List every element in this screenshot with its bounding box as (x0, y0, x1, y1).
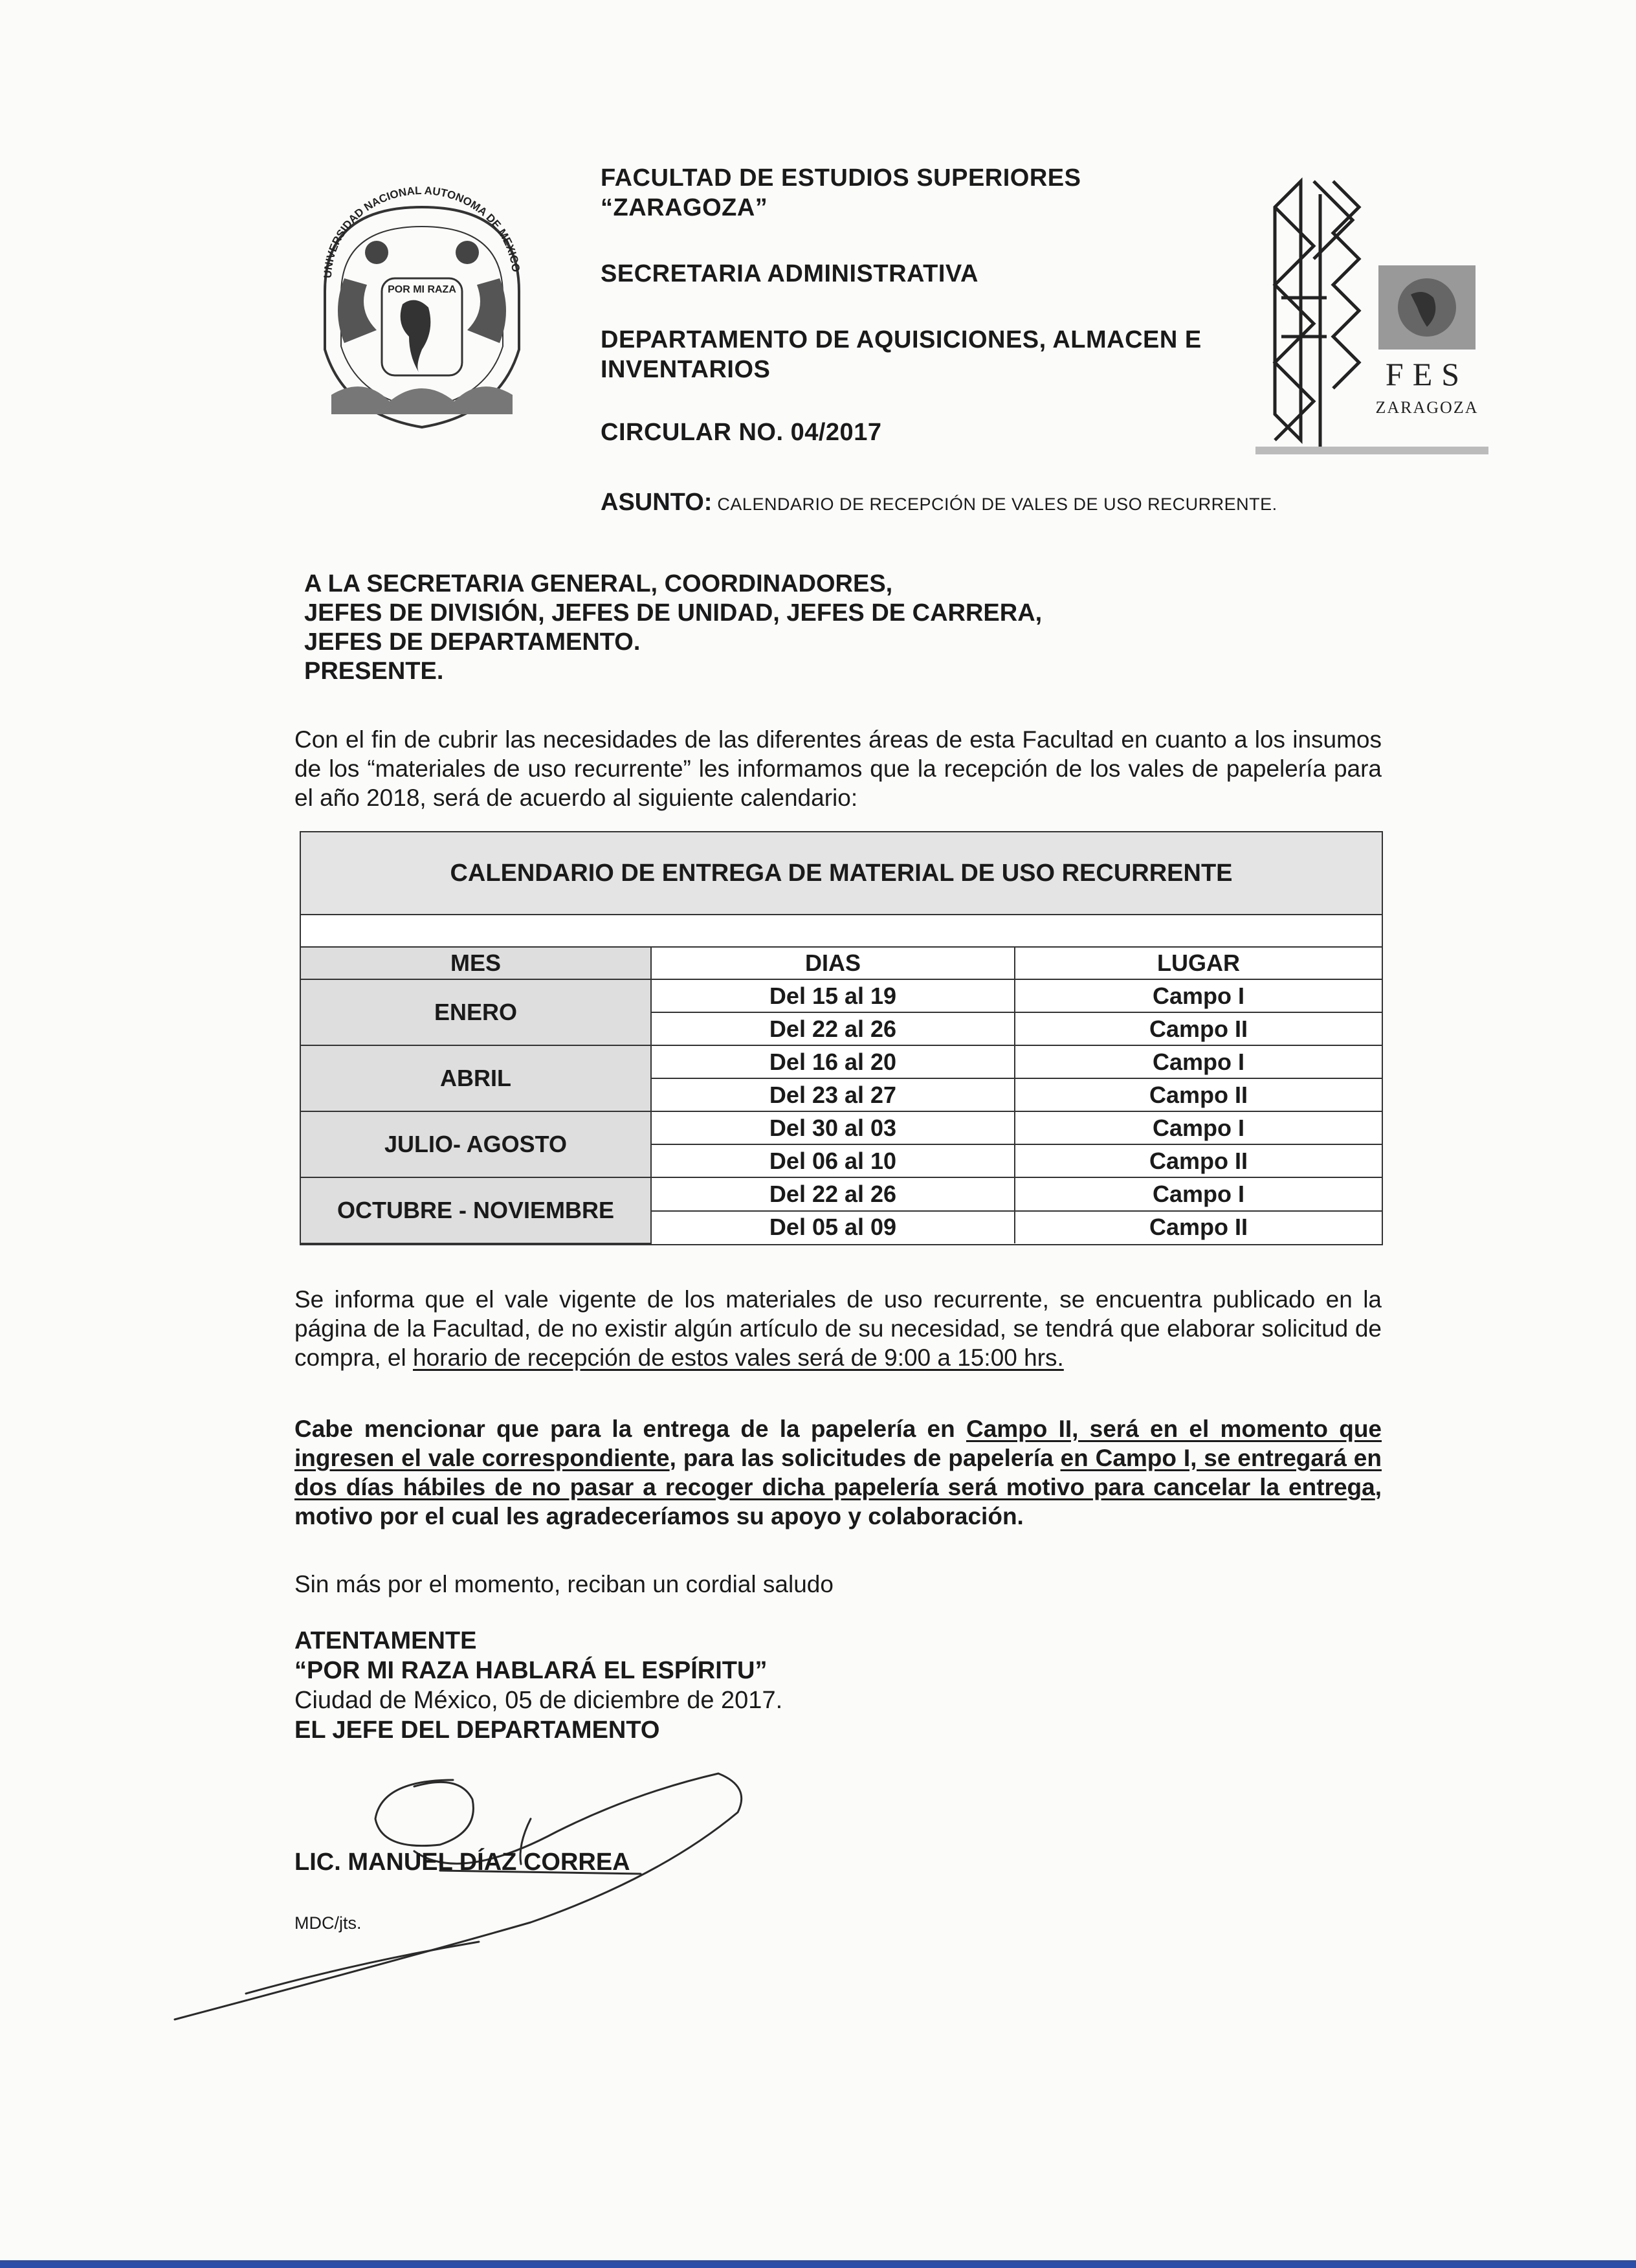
notice-paragraph (294, 1414, 1382, 1531)
atentamente: ATENTAMENTE (294, 1627, 477, 1654)
header-dias: DIAS (651, 948, 1015, 979)
signer-name: LIC. MANUEL DÍAZ CORREA (294, 1849, 630, 1876)
fes-letters: FES (1385, 356, 1469, 392)
place-cell: Campo I (1015, 979, 1382, 1012)
place-cell: Campo I (1015, 1045, 1382, 1078)
info-text: Se informa que el vale vigente de los materiales de uso recurrente, se encuentra publicado en la página de la Facultad, de no existir algún artículo de su necesidad, se tendrá que elaborar solicitud de compra, el (294, 1286, 1382, 1371)
intro-paragraph: Con el fin de cubrir las necesidades de las diferentes áreas de esta Facultad en cuanto a los insumos de los “materiales de uso recurrente” les informamos que la recepción de los vales de papelería para el año 2018, será de acuerdo al siguiente calendario: (294, 726, 1382, 811)
scan-edge (0, 2260, 1636, 2268)
circular-number: CIRCULAR NO. 04/2017 (601, 419, 882, 446)
table-row (301, 979, 1382, 1012)
days-cell: Del 22 al 26 (651, 1177, 1015, 1211)
month-cell: ABRIL (301, 1045, 651, 1111)
recipient-line: JEFES DE DEPARTAMENTO. (304, 628, 641, 656)
subject-line (601, 489, 1277, 517)
place-cell: Campo II (1015, 1012, 1382, 1045)
notice-text: , para las solicitudes de papelería (669, 1445, 1061, 1471)
subject-text: CALENDARIO DE RECEPCIÓN DE VALES DE USO RECURRENTE. (712, 495, 1277, 514)
table-row (301, 1177, 1382, 1211)
svg-text:UNIVERSIDAD NACIONAL AUTONOMA (322, 184, 522, 278)
department-line-2: INVENTARIOS (601, 356, 771, 383)
faculty-name: FACULTAD DE ESTUDIOS SUPERIORES (601, 164, 1081, 192)
table-title: CALENDARIO DE ENTREGA DE MATERIAL DE USO RECURRENTE (301, 832, 1382, 915)
month-cell: OCTUBRE - NOVIEMBRE (301, 1177, 651, 1243)
university-motto: “POR MI RAZA HABLARÁ EL ESPÍRITU” (294, 1657, 768, 1684)
days-cell: Del 06 al 10 (651, 1144, 1015, 1177)
place-cell: Campo II (1015, 1211, 1382, 1244)
notice-text: , motivo por el cual les agradeceríamos su apoyo y colaboración. (294, 1474, 1382, 1529)
seal-ring-text: UNIVERSIDAD NACIONAL AUTONOMA DE MEXICO (321, 184, 522, 279)
svg-text:POR MI RAZA: POR MI RAZA (388, 284, 456, 295)
notice-campo-i-text: en Campo I, se entregará en dos días hábiles de no pasar a recoger dicha papelería será motivo para cancelar la entrega (294, 1445, 1382, 1500)
place-date: Ciudad de México, 05 de diciembre de 2017. (294, 1687, 783, 1714)
table-row (301, 1045, 1382, 1078)
recipients-block (304, 570, 1042, 686)
days-cell: Del 30 al 03 (651, 1111, 1015, 1144)
schedule-hours-text: horario de recepción de estos vales será de 9:00 a 15:00 hrs. (413, 1344, 1064, 1371)
secretariat-name: SECRETARIA ADMINISTRATIVA (601, 260, 978, 287)
place-cell: Campo II (1015, 1144, 1382, 1177)
reference-initials: MDC/jts. (294, 1913, 362, 1933)
header-mes: MES (301, 948, 651, 979)
fes-name: ZARAGOZA (1375, 398, 1479, 417)
days-cell: Del 15 al 19 (651, 979, 1015, 1012)
recipient-line: PRESENTE. (304, 658, 444, 685)
table-spacer-row (301, 915, 1382, 948)
closing-block (294, 1626, 782, 1745)
notice-text: Cabe mencionar que para la entrega de la papelería en (294, 1416, 966, 1442)
table-header-row (301, 948, 1382, 979)
signer-position: EL JEFE DEL DEPARTAMENTO (294, 1717, 660, 1744)
days-cell: Del 22 al 26 (651, 1012, 1015, 1045)
place-cell: Campo I (1015, 1177, 1382, 1211)
department-line-1: DEPARTAMENTO DE AQUISICIONES, ALMACEN E (601, 326, 1202, 353)
notice-campo-ii-text: Campo II, será en el momento que ingresen el vale correspondiente (294, 1416, 1382, 1471)
subject-label: ASUNTO: (601, 489, 713, 516)
days-cell: Del 23 al 27 (651, 1078, 1015, 1111)
handwritten-signature (168, 1748, 751, 2026)
info-paragraph (294, 1285, 1382, 1372)
header-lugar: LUGAR (1015, 948, 1382, 979)
unam-seal-logo (305, 181, 538, 440)
month-cell: ENERO (301, 979, 651, 1045)
month-cell: JULIO- AGOSTO (301, 1111, 651, 1177)
campus-name: “ZARAGOZA” (601, 194, 768, 221)
delivery-calendar-table (300, 831, 1383, 1245)
days-cell: Del 05 al 09 (651, 1211, 1015, 1244)
recipient-line: A LA SECRETARIA GENERAL, COORDINADORES, (304, 570, 893, 597)
fes-zaragoza-logo (1255, 168, 1488, 466)
table-row (301, 1111, 1382, 1144)
recipient-line: JEFES DE DIVISIÓN, JEFES DE UNIDAD, JEFES DE CARRERA, (304, 599, 1043, 627)
place-cell: Campo I (1015, 1111, 1382, 1144)
place-cell: Campo II (1015, 1078, 1382, 1111)
farewell-text: Sin más por el momento, reciban un cordial saludo (294, 1571, 834, 1597)
days-cell: Del 16 al 20 (651, 1045, 1015, 1078)
